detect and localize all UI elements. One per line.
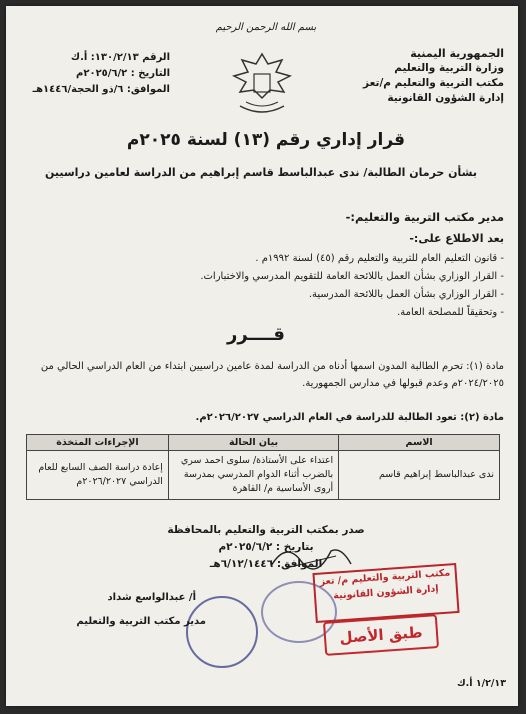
header-right <box>344 46 504 106</box>
legal-affairs-stamp <box>312 563 459 623</box>
decree-subject: بشأن حرمان الطالبة/ ندى عبدالباسط قاسم إبراهيم من الدراسة لعامين دراسيين <box>44 166 478 179</box>
ministry-seal-circle <box>186 596 258 668</box>
signatory-name: أ/ عبدالواسع شداد <box>107 592 196 603</box>
column-header-action: الإجراءات المتخذة <box>27 435 169 451</box>
decided-heading: قــــرر <box>227 324 285 345</box>
issued-date: بتاريخ : ٢٠٢٥/٦/٢م <box>218 541 314 553</box>
decree-title: قرار إداري رقم (١٣) لسنة ٢٠٢٥م <box>126 130 406 150</box>
header-ministry: وزارة التربية والتعليم <box>394 62 504 74</box>
issued-place: صدر بمكتب التربية والتعليم بالمحافظة <box>167 524 365 536</box>
issued-hijri-date: الموافق: ٦/١٢/١٤٤٦هـ <box>209 558 323 570</box>
header-left <box>20 50 170 98</box>
stamp-department-line: إدارة الشؤون القانونية <box>332 583 439 602</box>
list-item: - القرار الوزاري بشأن العمل باللائحة المدرسية. <box>34 286 504 304</box>
column-header-case: بيان الحالة <box>168 435 338 451</box>
reference-date: التاريخ : ٢٠٢٥/٦/٢م <box>76 68 170 79</box>
header-office: مكتب التربية والتعليم م/تعز <box>363 77 504 89</box>
footer-reference: ١/٢/١٣ أ.ك <box>456 678 506 689</box>
column-header-name: الاسم <box>339 435 500 451</box>
signatory-title: مدير مكتب التربية والتعليم <box>76 616 206 627</box>
after-review-heading: بعد الاطلاع على:- <box>409 232 504 245</box>
header-department: إدارة الشؤون القانونية <box>387 92 504 104</box>
bismillah: بسم الله الرحمن الرحيم <box>215 22 317 33</box>
cell-case: اعتداء على الأستاذة/ سلوى احمد سري بالضرب أثناء الدوام المدرسي بمدرسة أروى الأساسية م/ القاهرة <box>168 451 338 500</box>
list-item: - القرار الوزاري بشأن العمل باللائحة العامة للتقويم المدرسي والاختبارات. <box>34 268 504 286</box>
reference-hijri-date: الموافق: ٦/ذو الحجة/١٤٤٦هـ <box>32 84 170 95</box>
eagle-emblem-icon <box>226 48 298 122</box>
cell-student-name: ندى عبدالباسط إبراهيم قاسم <box>339 451 500 500</box>
table-header-row <box>27 435 500 451</box>
list-item: - وتحقيقاً للمصلحة العامة. <box>34 304 504 322</box>
list-item: - قانون التعليم العام للتربية والتعليم رقم (٤٥) لسنة ١٩٩٢م . <box>34 250 504 268</box>
stamp-office-line: مكتب التربية والتعليم م/ تعز <box>319 567 451 588</box>
article-2: مادة (٢): تعود الطالبة للدراسة في العام الدراسي ٢٠٢٦/٢٠٢٧م. <box>195 412 504 423</box>
director-heading: مدير مكتب التربية والتعليم:- <box>345 210 504 224</box>
article-1: مادة (١): تحرم الطالبة المدون اسمها أدناه من الدراسة لمدة عامين دراسيين ابتداء من العام الدراسي الحالي من ٢٠٢٤/٢٠٢٥م وعدم قبولها في مدارس الجمهورية. <box>40 361 504 389</box>
document-page <box>6 6 518 706</box>
student-table <box>26 434 500 500</box>
table-row <box>27 451 500 500</box>
cell-action: إعادة دراسة الصف السابع للعام الدراسي ٢٠٢٦/٢٠٢٧م <box>27 451 169 500</box>
references-list <box>34 250 504 322</box>
header-country: الجمهورية اليمنية <box>410 47 504 60</box>
true-copy-stamp: طبق الأصل <box>323 614 439 656</box>
reference-number: الرقم ١٣٠/٢/١٣: أ.ك <box>70 52 170 63</box>
